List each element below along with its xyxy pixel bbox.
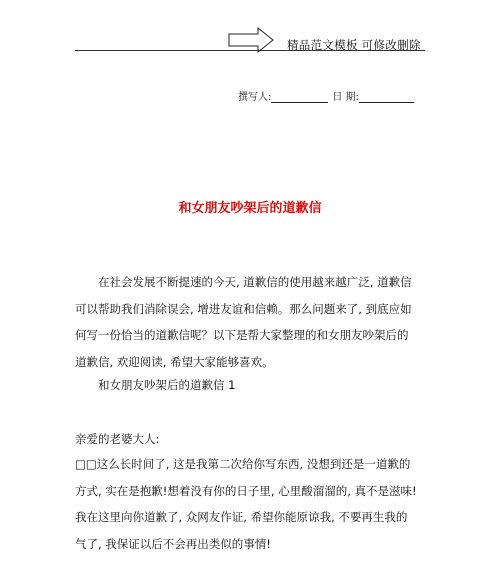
- section-heading-block: [75, 372, 430, 399]
- header-title: 精品范文模板 可修改删除: [287, 38, 421, 52]
- body-line: 方式, 实在是抱歉!想着没有你的日子里, 心里酸溜溜的, 真不是滋味!: [75, 483, 417, 498]
- body-line: □□这么长时间了, 这是我第二次给你写东西, 没想到还是一道歉的: [75, 457, 411, 471]
- author-blank: [271, 91, 328, 103]
- salutation: 亲爱的老婆大人:: [75, 432, 160, 446]
- date-blank: [359, 91, 414, 103]
- intro-line: 在社会发展不断提速的今天, 道歉信的使用越来越广泛, 道歉信: [98, 275, 412, 289]
- intro-line: 何写一份恰当的道歉信呢？以下是帮大家整理的和女朋友吵架后的: [75, 328, 409, 342]
- document-title: 和女朋友吵架后的道歉信: [178, 201, 322, 216]
- author-label: 撰写人:: [238, 92, 272, 103]
- body-line: 我在这里向你道歉了, 众网友作证, 希望你能原谅我, 不要再生我的: [75, 510, 408, 524]
- meta-line: [238, 88, 414, 103]
- arrow-right-icon: [228, 27, 274, 53]
- intro-line: 道歉信, 欢迎阅读, 希望大家能够喜欢。: [75, 354, 274, 369]
- date-label: 日 期:: [332, 92, 359, 103]
- body-line: 气了, 我保证以后不会再出类似的事情!: [75, 536, 271, 551]
- intro-paragraph: [75, 269, 430, 375]
- salutation-block: [75, 426, 430, 453]
- intro-line: 可以帮助我们消除误会, 增进友谊和信赖。那么问题来了, 到底应如: [75, 301, 412, 316]
- section-heading: 和女朋友吵架后的道歉信 1: [98, 378, 236, 392]
- letter-body: [75, 451, 430, 557]
